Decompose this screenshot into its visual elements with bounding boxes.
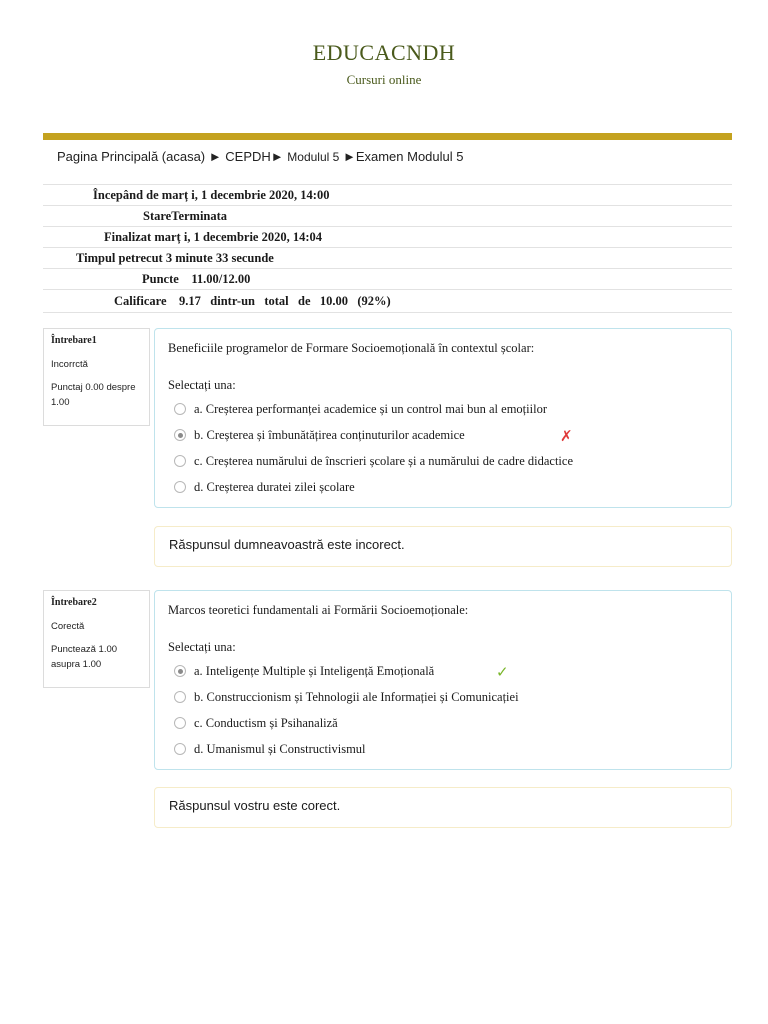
- summary-started: [43, 184, 732, 205]
- question-content: [154, 328, 732, 508]
- question-status: Incorrctă: [51, 358, 88, 370]
- summary-label: Timpul petrecut: [76, 250, 163, 265]
- answer-label[interactable]: b. Creșterea și îmbunătățirea conținuturilor academice: [194, 427, 465, 442]
- answer-option[interactable]: [168, 474, 718, 500]
- breadcrumb-home[interactable]: Pagina Principală (acasa): [57, 149, 206, 164]
- site-title[interactable]: EDUCACNDH: [312, 40, 456, 65]
- summary-value: 9.17 dintr-un total de 10.00 (92%): [179, 293, 391, 308]
- answer-label[interactable]: a. Creșterea performanței academice și un control mai bun al emoțiilor: [194, 401, 547, 416]
- breadcrumb-separator: ►: [270, 149, 284, 164]
- answer-label[interactable]: d. Umanismul și Constructivismul: [194, 741, 366, 756]
- answer-feedback: Răspunsul dumneavoastră este incorect.: [154, 526, 732, 567]
- question-info: [43, 328, 150, 426]
- site-header: [0, 40, 768, 88]
- question-score: Punctaj 0.00 despre 1.00: [51, 382, 136, 408]
- answer-option[interactable]: [168, 422, 718, 448]
- question-text: Beneficiile programelor de Formare Socioemoțională în contextul școlar:: [168, 341, 535, 355]
- answer-option[interactable]: [168, 658, 718, 684]
- summary-grade: [43, 289, 732, 313]
- answer-option[interactable]: [168, 396, 718, 422]
- summary-label: Calificare: [114, 293, 167, 308]
- summary-time: [43, 247, 732, 268]
- answer-option[interactable]: [168, 448, 718, 474]
- answer-radio[interactable]: [174, 403, 186, 415]
- breadcrumb-exam[interactable]: Examen Modulul 5: [355, 149, 464, 164]
- answer-prompt: Selectați una:: [168, 640, 236, 654]
- answer-radio[interactable]: [174, 665, 186, 677]
- summary-label: Puncte: [142, 271, 179, 286]
- question-status: Corectă: [51, 620, 85, 632]
- answer-label[interactable]: d. Creșterea duratei zilei școlare: [194, 479, 355, 494]
- question-info: [43, 590, 150, 688]
- answer-option[interactable]: [168, 684, 718, 710]
- answer-radio[interactable]: [174, 429, 186, 441]
- attempt-summary: [43, 184, 732, 313]
- summary-points: [43, 268, 732, 289]
- answer-label[interactable]: b. Construccionism și Tehnologii ale Informației și Comunicației: [194, 689, 519, 704]
- check-icon: ✓: [496, 663, 509, 681]
- answer-label[interactable]: c. Conductism și Psihanaliză: [194, 715, 338, 730]
- summary-state: [43, 205, 732, 226]
- question-number: Întrebare1: [51, 335, 97, 346]
- answer-option[interactable]: [168, 710, 718, 736]
- answer-radio[interactable]: [174, 691, 186, 703]
- summary-value: 11.00/12.00: [191, 271, 251, 286]
- answer-prompt: Selectați una:: [168, 378, 236, 392]
- answer-radio[interactable]: [174, 481, 186, 493]
- question-content: [154, 590, 732, 770]
- answer-label[interactable]: c. Creșterea numărului de înscrieri școlare și a numărului de cadre didactice: [194, 453, 573, 468]
- question-text: Marcos teoretici fundamentali ai Formării Socioemoționale:: [168, 603, 469, 617]
- answer-option[interactable]: [168, 736, 718, 762]
- answer-radio[interactable]: [174, 717, 186, 729]
- breadcrumb-separator: ►: [208, 149, 222, 164]
- summary-label: Finalizat: [104, 229, 152, 244]
- cross-icon: ✗: [560, 427, 573, 445]
- header-divider: [43, 133, 732, 140]
- breadcrumb-separator: ►: [342, 149, 356, 164]
- breadcrumb: [57, 149, 463, 164]
- breadcrumb-course[interactable]: CEPDH: [225, 149, 271, 164]
- question-score: Punctează 1.00 asupra 1.00: [51, 644, 118, 670]
- summary-value: 3 minute 33 secunde: [165, 250, 274, 265]
- summary-label: Stare: [143, 208, 172, 223]
- answer-radio[interactable]: [174, 743, 186, 755]
- summary-finished: [43, 226, 732, 247]
- answer-feedback: Răspunsul vostru este corect.: [154, 787, 732, 828]
- site-subtitle: Cursuri online: [346, 72, 422, 87]
- answer-label[interactable]: a. Inteligențe Multiple și Inteligență Emoțională: [194, 663, 435, 678]
- summary-value: marț i, 1 decembrie 2020, 14:04: [154, 229, 323, 244]
- summary-value: Terminata: [171, 208, 228, 223]
- answer-radio[interactable]: [174, 455, 186, 467]
- summary-label: Începând de: [93, 187, 159, 202]
- breadcrumb-module[interactable]: Modulul 5: [287, 150, 340, 164]
- question-number: Întrebare2: [51, 597, 97, 608]
- summary-value: marț i, 1 decembrie 2020, 14:00: [161, 187, 330, 202]
